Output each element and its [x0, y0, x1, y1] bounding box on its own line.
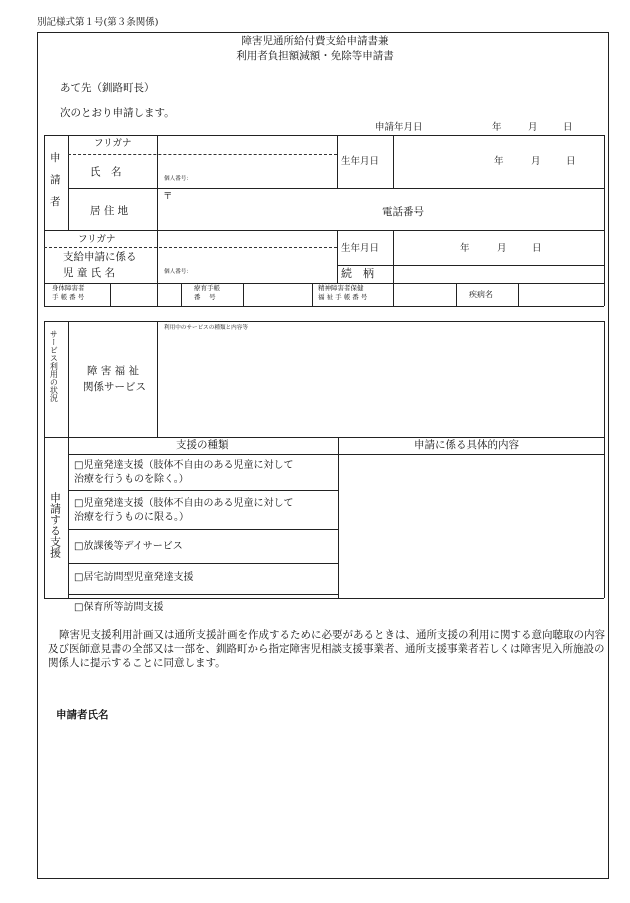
support-option-5[interactable]: □保育所等訪問支援 [74, 602, 164, 613]
addressee: あて先（釧路町長） [60, 82, 155, 94]
child-birth-month: 月 [497, 243, 507, 254]
applicant-personal-number-label: 個人番号： [164, 176, 192, 182]
applicant-birth-day: 日 [566, 156, 576, 167]
postal-mark: 〒 [163, 191, 173, 202]
support-option-2[interactable]: □児童発達支援（肢体不自由のある児童に対して [74, 498, 294, 509]
child-relation-label: 続 柄 [341, 267, 374, 280]
mental-handbook-line1: 精神障害者保健 [318, 284, 364, 292]
child-birth-label: 生年月日 [341, 243, 380, 254]
application-date-label: 申請年月日 [375, 122, 423, 133]
applicant-birth-label: 生年月日 [341, 156, 380, 167]
child-birth-day: 日 [532, 243, 542, 254]
service-status-section-label: サービス利用の状況 [49, 330, 59, 402]
applicant-section-char1: 申 [50, 152, 61, 164]
ryoiku-handbook-line2: 番 号 [194, 293, 216, 301]
ryoiku-handbook-line1: 療育手帳 [194, 284, 220, 292]
application-date-day: 日 [563, 122, 573, 133]
applicant-birth-month: 月 [531, 156, 541, 167]
applicant-name-label: 氏 名 [90, 166, 122, 178]
child-label-line1: 支給申請に係る [63, 251, 137, 263]
child-personal-number-label: 個人番号： [164, 269, 192, 275]
service-content-hint: 利用中のサービスの種類と内容等 [164, 325, 248, 331]
support-detail-header: 申請に係る具体的内容 [414, 439, 519, 451]
child-label-line2: 児 童 氏 名 [63, 267, 116, 279]
form-frame [37, 32, 609, 879]
mental-handbook-line2: 福 祉 手 帳 番 号 [318, 293, 368, 301]
support-option-1[interactable]: □児童発達支援（肢体不自由のある児童に対して [74, 460, 294, 471]
welfare-service-line2: 関係サービス [83, 381, 146, 393]
support-option-1-cont: 治療を行うものを除く。） [74, 474, 189, 485]
support-option-3[interactable]: □放課後等デイサービス [74, 541, 183, 552]
support-type-header: 支援の種類 [176, 439, 229, 451]
request-statement: 次のとおり申請します。 [60, 107, 175, 119]
application-date-month: 月 [528, 122, 538, 133]
support-section-label: 申請する支援 [48, 492, 62, 558]
physical-handbook-line2: 手 帳 番 号 [52, 293, 85, 301]
form-title-line1: 障害児通所給付費支給申請書兼 [241, 35, 389, 47]
applicant-section-char3: 者 [50, 196, 61, 208]
support-option-4[interactable]: □居宅訪問型児童発達支援 [74, 572, 194, 583]
phone-label: 電話番号 [382, 206, 424, 218]
applicant-furigana-label: フリガナ [94, 138, 132, 149]
physical-handbook-line1: 身体障害者 [52, 284, 85, 292]
welfare-service-line1: 障 害 福 祉 [87, 365, 140, 377]
applicant-birth-year: 年 [494, 156, 504, 167]
application-date-year: 年 [492, 122, 502, 133]
consent-statement: 障害児支援利用計画又は通所支援計画を作成するために必要があるときは、通所支援の利用に関する意向聴取の内容及び医師意見書の全部又は一部を、釧路町から指定障害児相談支援事業者、通所支援事業者若しくは障害児入所施設の関係人に提示することに同意します。 [48, 629, 605, 670]
child-birth-year: 年 [460, 243, 470, 254]
applicant-address-label: 居 住 地 [90, 205, 129, 217]
applicant-signature-label: 申請者氏名 [56, 709, 109, 721]
disease-name-label: 疾病名 [469, 290, 493, 299]
support-option-2-cont: 治療を行うものに限る。） [74, 512, 189, 523]
form-title-line2: 利用者負担額減額・免除等申請書 [236, 50, 394, 62]
form-number-label: 別記様式第１号(第３条関係) [37, 17, 159, 28]
applicant-section-char2: 請 [50, 174, 61, 186]
child-furigana-label: フリガナ [78, 234, 116, 245]
